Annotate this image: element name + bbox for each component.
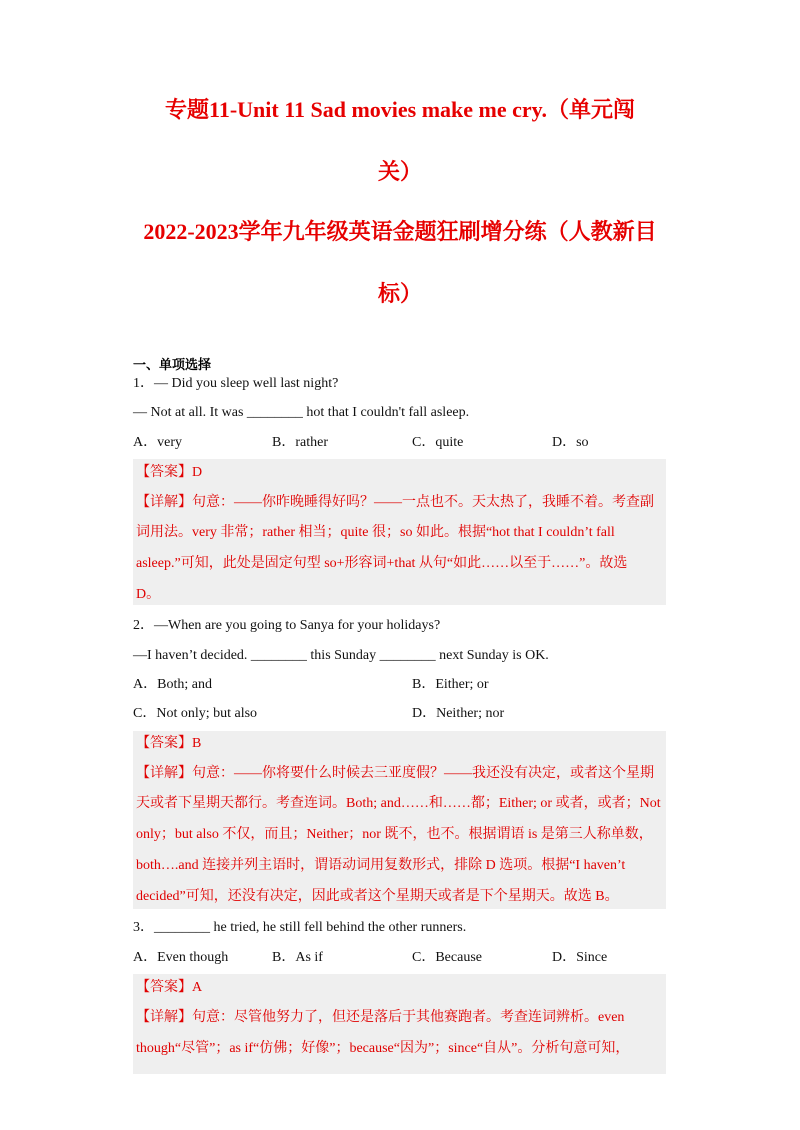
- q1-option-d: D．so: [552, 435, 589, 450]
- q2-answer: 【答案】B: [136, 736, 202, 751]
- q3-option-b: B．As if: [272, 950, 323, 965]
- q1-answer: 【答案】D: [136, 465, 203, 480]
- doc-title-line-3: 2022-2023学年九年级英语金题狂刷增分练（人教新目: [143, 219, 657, 244]
- q2-option-c: C．Not only; but also: [133, 706, 258, 721]
- q1-option-a: A．very: [133, 435, 182, 450]
- q3-option-c: C．Because: [412, 950, 482, 965]
- q3-detail-line-1: 【详解】句意：尽管他努力了，但还是落后于其他赛跑者。考查连词辨析。even: [136, 1010, 625, 1025]
- q1-option-b: B．rather: [272, 435, 328, 450]
- q1-stem-line-1: 1．— Did you sleep well last night?: [133, 376, 339, 391]
- q2-option-b: B．Either; or: [412, 677, 489, 692]
- q1-stem-line-2: — Not at all. It was ________ hot that I couldn't fall asleep.: [133, 405, 470, 420]
- q3-answer: 【答案】A: [136, 980, 203, 995]
- q3-option-a: A．Even though: [133, 950, 229, 965]
- q2-detail-line-5: decided”可知，还没有决定，因此或者这个星期天或者是下个星期天。故选 B。: [136, 889, 619, 904]
- section-heading: 一、单项选择: [133, 358, 212, 373]
- q2-stem-line-2: —I haven’t decided. ________ this Sunday ________ next Sunday is OK.: [133, 648, 549, 663]
- q2-detail-line-4: both….and 连接并列主语时，谓语动词用复数形式，排除 D 选项。根据“I haven’t: [136, 858, 626, 873]
- doc-title-line-1: 专题11-Unit 11 Sad movies make me cry.（单元闯: [165, 97, 635, 122]
- q2-stem-line-1: 2．—When are you going to Sanya for your holidays?: [133, 618, 441, 633]
- q1-detail-line-1: 【详解】句意：——你昨晚睡得好吗？——一点也不。天太热了，我睡不着。考查副: [136, 495, 654, 510]
- q2-option-d: D．Neither; nor: [412, 706, 505, 721]
- doc-title-line-2: 关）: [377, 159, 422, 184]
- q3-stem-line-1: 3．________ he tried, he still fell behind the other runners.: [133, 920, 467, 935]
- q1-option-c: C．quite: [412, 435, 464, 450]
- doc-title-line-4: 标）: [377, 281, 422, 306]
- q1-detail-line-4: D。: [136, 587, 161, 602]
- q2-option-a: A．Both; and: [133, 677, 212, 692]
- q1-detail-line-3: asleep.”可知，此处是固定句型 so+形容词+that 从句“如此……以至于……”。故选: [136, 556, 628, 571]
- q2-answer-box: [133, 731, 666, 909]
- q2-detail-line-1: 【详解】句意：——你将要什么时候去三亚度假？——我还没有决定，或者这个星期: [136, 766, 654, 781]
- q1-detail-line-2: 词用法。very 非常；rather 相当；quite 很；so 如此。根据“hot that I couldn’t fall: [136, 525, 615, 540]
- q3-detail-line-2: though“尽管”；as if“仿佛；好像”；because“因为”；since“自从”。分析句意可知，: [136, 1041, 630, 1056]
- q2-detail-line-3: only；but also 不仅，而且；Neither；nor 既不，也不。根据谓语 is 是第三人称单数，: [136, 827, 653, 842]
- q3-option-d: D．Since: [552, 950, 608, 965]
- q2-detail-line-2: 天或者下星期天都行。考查连词。Both; and……和……都；Either; or 或者，或者；Not: [136, 796, 661, 811]
